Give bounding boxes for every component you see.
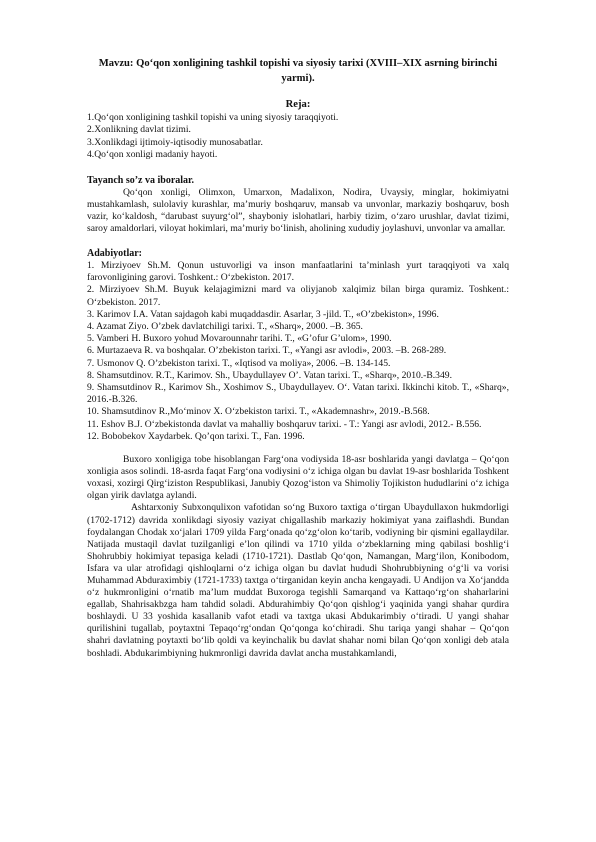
plan-item: 1.Qo‘qon xonligining tashkil topishi va uning siyosiy taraqqiyoti. — [87, 112, 339, 123]
reference-item: 6. Murtazaeva R. va boshqalar. O’zbekiston tarixi. T., «Yangi asr avlodi», 2003. –B. 268-289. — [87, 345, 447, 357]
reference-item: 11. Eshov B.J. O‘zbekistonda davlat va mahalliy boshqaruv tarixi. - T.: Yangi asr avlodi, 2012.- B.556. — [87, 418, 482, 430]
references-section — [87, 247, 509, 443]
plan-item: 3.Xonlikdagi ijtimoiy-iqtisodiy munosabatlar. — [87, 136, 263, 148]
page-title: Mavzu: Qo‘qon xonligining tashkil topishi va siyosiy tarixi (XVIII–XIX asrning birinchi yarmi). — [98, 58, 498, 84]
reference-item: 9. Shamsutdinov R., Karimov Sh., Xoshimov S., Ubaydullayev. O‘. Vatan tarixi. Ikkinchi kitob. T., «Sharq», 2016.-B.326. — [87, 382, 509, 406]
spacer — [87, 443, 509, 454]
reference-item: 4. Azamat Ziyo. O’zbek davlatchiligi tarixi. T., «Sharq», 2000. –B. 365. — [87, 321, 363, 333]
plan-item: 2.Xonlikning davlat tizimi. — [87, 124, 191, 136]
reference-item: 10. Shamsutdinov R.,Mo‘minov X. O‘zbekiston tarixi. T., «Akademnashr», 2019.-B.568. — [87, 406, 430, 418]
references-heading: Adabiyotlar: — [87, 248, 142, 259]
reference-item: 12. Bobobekov Xaydarbek. Qo’qon tarixi. T., Fan. 1996. — [87, 430, 305, 442]
reference-item: 8. Shamsutdinov. R.T., Karimov. Sh., Ubaydullayev O’. Vatan tarixi. T., «Sharq», 2010.-B.349. — [87, 369, 452, 381]
plan-item: 4.Qo‘qon xonligi madaniy hayoti. — [87, 149, 218, 161]
reference-item: 1. Mirziyoev Sh.M. Qonun ustuvorligi va inson manfaatlarini ta’minlash yurt taraqqiyoti va xalq farovonligining garovi. Toshkent.: O‘zbekiston. 2017. — [87, 260, 509, 284]
keywords-heading: Tayanch so’z va iboralar. — [87, 174, 195, 186]
keywords-section — [87, 174, 509, 235]
keywords-text: Qo‘qon xonligi, Olimxon, Umarxon, Madalixon, Nodira, Uvaysiy, minglar, hokimiyatni mustahkamlash, sulolaviy kurashlar, ma’muriy boshqaruv, mansab va unvonlar, markaziy boshqaruv, bosh vazir, ko‘kaldosh, “darubast suyurg‘ol”, shayboniy islohatlari, harbiy tizim, o‘zaro urushlar, davlat tizimi, saroy amaldorlari, viloyat hokimlari, ma’muriy bo‘linish, aholining xududiy joylashuvi, unvonlar va amallar. — [87, 186, 509, 234]
reference-item: 3. Karimov I.A. Vatan sajdagoh kabi muqaddasdir. Asarlar, 3 -jild. T., «O’zbekiston», 1996. — [87, 308, 439, 320]
body-paragraph: Buxoro xonligiga tobe hisoblangan Farg‘ona vodiysida 18-asr boshlarida yangi davlatga – Qo‘qon xonligia asos solindi. 18-asrda faqat Farg‘ona vodiysini o‘z ichiga olgan bu davlat 19-asr boshlarida Toshkent voxasi, xozirgi Qirg‘iziston Respublikasi, Janubiy Qozog‘iston va Shimoliy Tojikiston hududlarini o‘z ichiga olgan yirik davlatga aylandi. — [87, 454, 509, 502]
plan-heading: Reja: — [285, 99, 311, 110]
reference-item: 2. Mirziyoev Sh.M. Buyuk kelajagimizni mard va oliyjanob xalqimiz bilan birga quramiz. Toshkent.: O‘zbekiston. 2017. — [87, 284, 509, 308]
reference-item: 5. Vamberi H. Buxoro yohud Movarounnahr tarihi. T., «G’ofur G’ulom», 1990. — [87, 333, 392, 345]
plan-list — [87, 112, 509, 162]
body-text — [87, 454, 509, 660]
reference-item: 7. Usmonov Q. O’zbekiston tarixi. T., «Iqtisod va moliya», 2006. –B. 134-145. — [87, 357, 391, 369]
body-paragraph: Ashtarxoniy Subxonqulixon vafotidan so‘ng Buxoro taxtiga o‘tirgan Ubaydullaxon hukmdorligi (1702-1712) davrida xonlikdagi siyosiy vaziyat chigallashib markaziy hokimiyat yana zaiflashdi. Bundan foydalangan Chodak xo‘jalari 1709 yilda Farg‘onada qo‘zg‘olon ko‘tarib, vodiyning bir qismini egallaydilar. Natijada mustaqil davlat tuzilganligi e’lon qilindi va 1710 yilda o‘zbeklarning ming qabilasi boshlig‘i Shohrubbiy hokimiyat tepasiga keladi (1710-1721). Dastlab Qo‘qon, Namangan, Marg‘ilon, Konibodom, Isfara va ular atrofidagi qishloqlarni o‘z ichiga olgan bu davlat hududi Shohrubbiyning o‘g‘li va vorisi Muhammad Abduraximbiy (1721-1733) taxtga o‘tirganidan keyin ancha kengayadi. U Andijon va Xo‘jandda o‘z hukmronligini o‘rnatib ma’lum muddat Buxoroga tegishli Samarqand va Kattaqo‘rg‘on shaharlarini egallab, Shahrisakbzga ham tahdid soladi. Abdurahimbiy Qo‘qon qishlog‘i yaqinida yangi shahar qurdira boshlaydi. U 33 yoshida kasallanib vafot etadi va taxtga ukasi Abdukarimbiy o‘tiradi. U yangi shahar qurilishini tugallab, poytaxtni Tepaqo‘rg‘ondan Qo‘qonga ko‘chiradi. Shu tariqa yangi shahar – Qo‘qon shahri davlatning poytaxti bo‘lib qoldi va keyinchalik bu davlat shahar nomi bilan Qo‘qon xonligi deb atala boshladi. Abdukarimbiyning hukmronligi davrida davlat ancha mustahkamlandi, — [87, 502, 509, 659]
